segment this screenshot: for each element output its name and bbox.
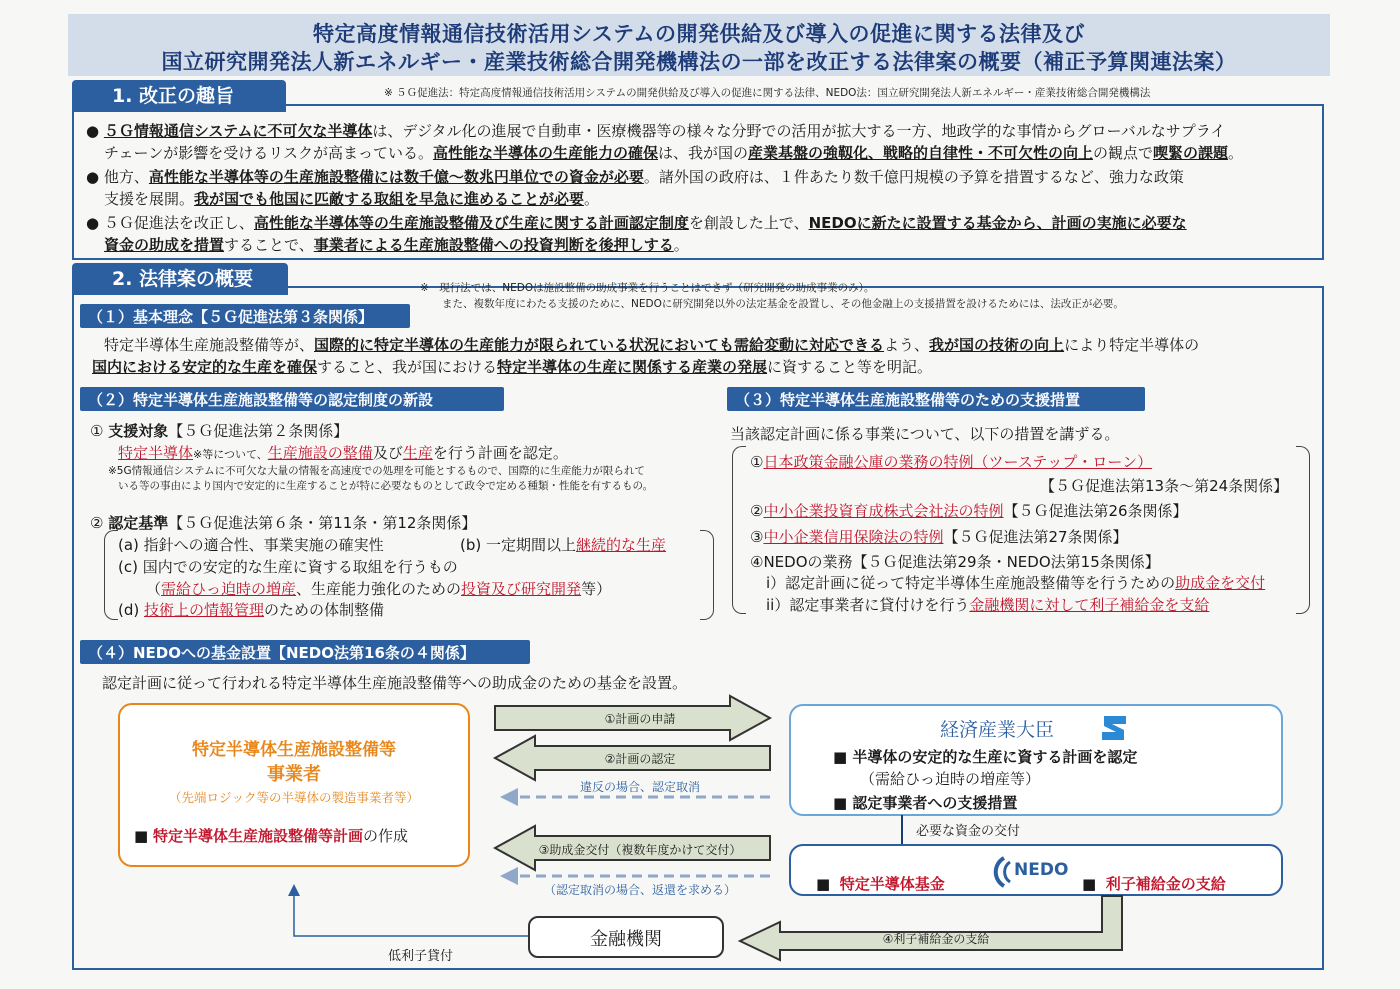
part1-line1: 特定半導体生産施設整備等が、国際的に特定半導体の生産能力が限られている状況においても需給変動に対応できるよう、我が国の技術の向上により特定半導体の <box>104 336 1200 354</box>
fund-transfer-label: 必要な資金の交付 <box>916 824 1021 839</box>
part1-tab: （１）基本理念【５Ｇ促進法第３条関係】 <box>80 304 410 328</box>
bullet3-line2: 資金の助成を措置することで、事業者による生産施設整備への投資判断を後押しする。 <box>104 236 689 254</box>
bullet1-line1: ● ５Ｇ情報通信システムに不可欠な半導体は、デジタル化の進展で自動車・医療機器等の様々な分野での活用が拡大する一方、地政学的な事情からグローバルなサプライ <box>86 122 1226 140</box>
part2-s1-note2: いる等の事由により国内で安定的に生産することが特に必要なものとして政令で定める種類・性能を有するもの。 <box>118 480 654 492</box>
nedo-interest-item: ■ 利子補給金の支給 <box>1082 875 1226 893</box>
bullet3-line1: ● ５Ｇ促進法を改正し、高性能な半導体等の生産施設整備及び生産に関する計画認定制度を創設した上で、NEDOに新たに設置する基金から、計画の実施に必要な <box>86 214 1187 232</box>
meti-item2: ■ 認定事業者への支援措置 <box>833 794 1018 812</box>
arrow-cancel-label: 違反の場合、認定取消 <box>579 780 700 794</box>
arrow-return-label: （認定取消の場合、返還を求める） <box>543 883 736 897</box>
support-item3: ③中小企業信用保険法の特例【５Ｇ促進法第27条関係】 <box>750 528 1128 546</box>
support-item4: ④NEDOの業務【５Ｇ促進法第29条・NEDO法第15条関係】 <box>750 553 1160 571</box>
loan-arrow-svg <box>280 880 530 940</box>
criterion-c: (c) 国内での安定的な生産に資する取組を行うもの <box>118 558 458 576</box>
business-operator-title2: 事業者 <box>267 764 321 785</box>
bullet1-line2: チェーンが影響を受けるリスクが高まっている。高性能な半導体の生産能力の確保は、我が国の産業基盤の強靱化、戦略的自律性・不可欠性の向上の観点で喫緊の課題。 <box>104 144 1244 162</box>
support-item2: ②中小企業投資育成株式会社法の特例【５Ｇ促進法第26条関係】 <box>750 502 1188 520</box>
support-item1-ref: 【５Ｇ促進法第13条～第24条関係】 <box>1040 477 1289 495</box>
part4-tab: （４）NEDOへの基金設置【NEDO法第16条の４関係】 <box>80 640 530 664</box>
meti-item1-detail: （需給ひっ迫時の増産等） <box>860 770 1041 788</box>
part3-tab: （３）特定半導体生産施設整備等のための支援措置 <box>727 387 1145 411</box>
part2-s1-note1: ※5G情報通信システムに不可欠な大量の情報を高速度での処理を可能とするもので、国際的に生産能力が限られて <box>108 465 645 477</box>
part2-bracket-left <box>104 530 118 620</box>
part4-intro: 認定計画に従って行われる特定半導体生産施設整備等への助成金のための基金を設置。 <box>102 674 688 692</box>
bullet2-line2: 支援を展開。我が国でも他国に匹敵する取組を早急に進めることが必要。 <box>104 190 600 208</box>
criterion-a: (a) 指針への適合性、事業実施の確実性 <box>118 536 384 554</box>
section1-tab: 1. 改正の趣旨 <box>72 80 286 112</box>
arrow4-label: ④利子補給金の支給 <box>882 932 990 946</box>
support-item4-i: i）認定計画に従って特定半導体生産施設整備等を行うための助成金を交付 <box>766 574 1266 592</box>
document-title-line1: 特定高度情報通信技術活用システムの開発供給及び導入の促進に関する法律及び <box>313 22 1085 46</box>
nedo-logo-text: NEDO <box>1014 860 1069 880</box>
criterion-b: (b) 一定期間以上継続的な生産 <box>460 536 667 554</box>
business-operator-item: ■ 特定半導体生産施設整備等計画の作成 <box>134 827 408 845</box>
part3-intro: 当該認定計画に係る事業について、以下の措置を講ずる。 <box>730 425 1120 443</box>
part2-s1-text: 特定半導体※等について、生産施設の整備及び生産を行う計画を認定。 <box>118 444 568 462</box>
support-item4-ii: ii）認定事業者に貸付けを行う金融機関に対して利子補給金を支給 <box>766 596 1210 614</box>
arrow-cancel-head <box>500 788 518 806</box>
section2-tab: 2. 法律案の概要 <box>72 263 288 295</box>
business-operator-subtitle: （先端ロジック等の半導体の製造事業者等） <box>168 790 419 805</box>
arrow1-label: ①計画の申請 <box>604 712 676 726</box>
part2-s1-heading: ① 支援対象【５Ｇ促進法第２条関係】 <box>90 422 349 440</box>
part3-bracket-left <box>732 446 746 614</box>
part2-tab: （２）特定半導体生産施設整備等の認定制度の新設 <box>80 387 504 411</box>
document-title-line2: 国立研究開発法人新エネルギー・産業技術総合開発機構法の一部を改正する法律案の概要（補正予算関連法案） <box>161 50 1237 74</box>
arrow3-label: ③助成金交付（複数年度かけて交付） <box>538 843 742 857</box>
nedo-fund-item: ■ 特定半導体基金 <box>816 875 945 893</box>
business-operator-title1: 特定半導体生産施設整備等 <box>192 740 396 760</box>
part2-s2-heading: ② 認定基準【５Ｇ促進法第６条・第11条・第12条関係】 <box>90 514 477 532</box>
meti-title: 経済産業大臣 <box>940 719 1055 741</box>
meti-logo-icon <box>1098 712 1132 742</box>
part1-line2: 国内における安定的な生産を確保すること、我が国における特定半導体の生産に関係する産業の発展に資すること等を明記。 <box>92 358 933 376</box>
bullet2-line1: ● 他方、高性能な半導体等の生産施設整備には数千億～数兆円単位での資金が必要。諸外国の政府は、１件あたり数千億円規模の予算を措置するなど、強力な政策 <box>86 168 1184 186</box>
bank-label: 金融機関 <box>590 929 662 950</box>
section1-note: ※ ５Ｇ促進法：特定高度情報通信技術活用システムの開発供給及び導入の促進に関する法律、NEDO法：国立研究開発法人新エネルギー・産業技術総合開発機構法 <box>384 87 1151 99</box>
criterion-d: (d) 技術上の情報管理のための体制整備 <box>118 601 385 619</box>
section2-note1: ※ 現行法では、NEDOは施設整備の助成事業を行うことはできず（研究開発の助成事業のみ）。 <box>420 282 875 294</box>
support-item1: ①日本政策金融公庫の業務の特例（ツーステップ・ローン） <box>750 453 1153 471</box>
arrow2-label: ②計画の認定 <box>604 752 676 766</box>
meti-item1: ■ 半導体の安定的な生産に資する計画を認定 <box>833 748 1138 766</box>
low-interest-loan-label: 低利子貸付 <box>388 949 454 964</box>
criterion-c-detail: （需給ひっ迫時の増産、生産能力強化のための投資及び研究開発等） <box>146 580 612 598</box>
part3-bracket-right <box>1296 446 1310 614</box>
part2-bracket-right <box>700 530 714 620</box>
section2-note2: また、複数年度にわたる支援のために、NEDOに研究開発以外の法定基金を設置し、その他金融上の支援措置を設けるためには、法改正が必要。 <box>442 298 1124 310</box>
